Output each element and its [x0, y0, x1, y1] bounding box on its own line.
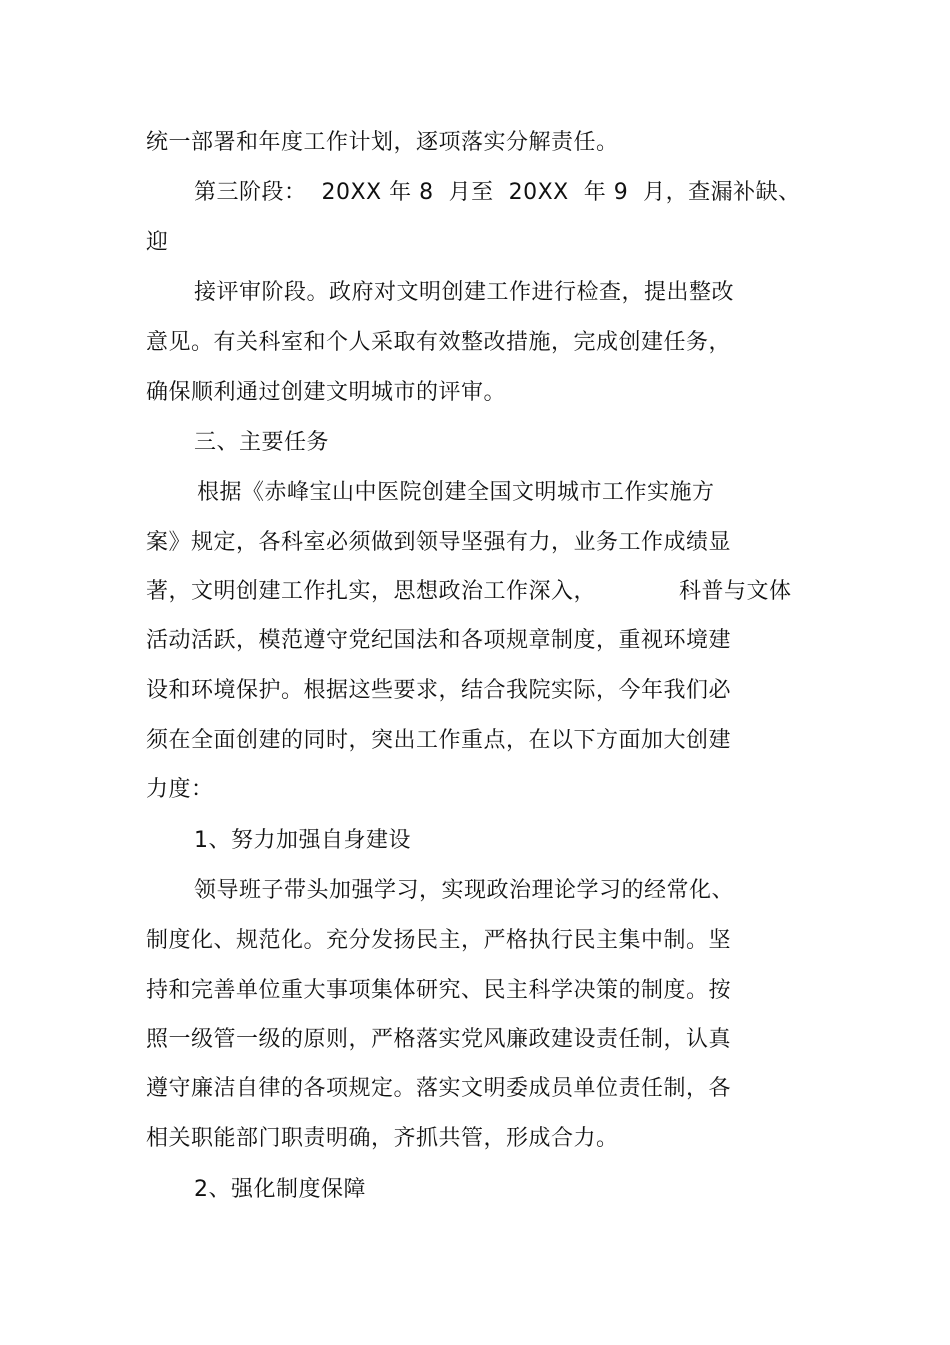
subsection-heading: 1、努力加强自身建设 — [194, 828, 411, 853]
text-line: 持和完善单位重大事项集体研究、民主科学决策的制度。按 — [146, 978, 732, 1003]
text-line: 根据《赤峰宝山中医院创建全国文明城市工作实施方 — [197, 480, 715, 505]
text-line: 相关职能部门职责明确，齐抓共管，形成合力。 — [146, 1126, 619, 1151]
text-line: 设和环境保护。根据这些要求，结合我院实际，今年我们必 — [146, 678, 732, 703]
text-line: 照一级管一级的原则，严格落实党风廉政建设责任制，认真 — [146, 1027, 732, 1052]
text-line: 著，文明创建工作扎实，思想政治工作深入， — [146, 579, 597, 604]
subsection-heading: 2、强化制度保障 — [194, 1177, 366, 1202]
text-line: 案》规定，各科室必须做到领导坚强有力，业务工作成绩显 — [146, 530, 732, 555]
text-line: 迎 — [146, 230, 169, 255]
text-line: 第三阶段： 20XX 年 8 月至 20XX 年 9 月，查漏补缺、 — [194, 180, 801, 205]
text-line: 遵守廉洁自律的各项规定。落实文明委成员单位责任制，各 — [146, 1076, 732, 1101]
text-line-fragment: 科普与文体 — [679, 579, 792, 604]
text-line: 统一部署和年度工作计划，逐项落实分解责任。 — [146, 130, 619, 155]
text-line: 领导班子带头加强学习，实现政治理论学习的经常化、 — [194, 878, 735, 903]
section-heading: 三、主要任务 — [194, 430, 330, 455]
text-line: 接评审阶段。政府对文明创建工作进行检查，提出整改 — [194, 280, 735, 305]
text-line: 制度化、规范化。充分发扬民主，严格执行民主集中制。坚 — [146, 928, 732, 953]
text-line: 确保顺利通过创建文明城市的评审。 — [146, 380, 507, 405]
text-line: 活动活跃，模范遵守党纪国法和各项规章制度，重视环境建 — [146, 628, 732, 653]
text-line: 须在全面创建的同时，突出工作重点，在以下方面加大创建 — [146, 728, 732, 753]
text-line: 意见。有关科室和个人采取有效整改措施，完成创建任务， — [146, 330, 732, 355]
text-line: 力度： — [146, 777, 214, 802]
